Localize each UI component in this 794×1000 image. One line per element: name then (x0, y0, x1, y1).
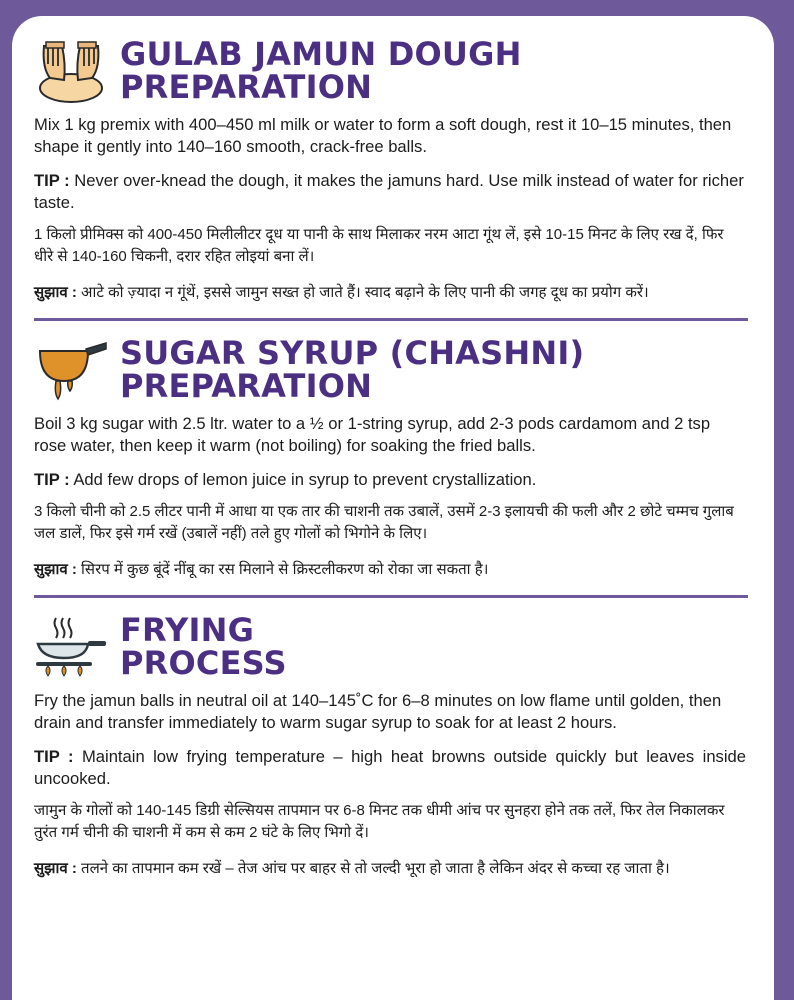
tip-hindi-label: सुझाव : (34, 284, 77, 301)
section-syrup (34, 334, 746, 581)
section-title-line2: PREPARATION (120, 367, 373, 405)
kneading-hands-icon (34, 38, 108, 104)
tip-hindi (34, 559, 746, 581)
tip-english (34, 170, 746, 214)
instruction-hindi: 3 किलो चीनी को 2.5 लीटर पानी में आधा या एक तार की चाशनी तक उबालें, उसमें 2-3 इलायची की फली और 2 छोटे चम्मच गुलाब जल डालें, फिर इसे गर्म रखें (उबालें नहीं) तले हुए गोलों को भिगोने के लिए। (34, 503, 734, 542)
tip-label: TIP : (34, 470, 70, 489)
section-title-line1: SUGAR SYRUP (CHASHNI) (120, 334, 585, 372)
section-dough (34, 35, 746, 304)
tip-hindi-text: आटे को ज़्यादा न गूंथें, इससे जामुन सख्त हो जाते हैं। स्वाद बढ़ाने के लिए पानी की जगह दूध का प्रयोग करें। (81, 284, 649, 301)
section-title (120, 334, 585, 405)
tip-label: TIP : (34, 171, 70, 190)
tip-hindi-label: सुझाव : (34, 860, 77, 877)
tip-text: Maintain low frying temperature – high heat browns outside quickly but leaves inside uncooked. (34, 747, 746, 788)
tip-hindi-text: तलने का तापमान कम रखें – तेज आंच पर बाहर से तो जल्दी भूरा हो जाता है लेकिन अंदर से कच्चा रह जाता है। (81, 860, 670, 877)
section-divider (34, 595, 748, 598)
section-title-line1: GULAB JAMUN DOUGH (120, 35, 522, 73)
instruction-english: Fry the jamun balls in neutral oil at 140–145˚C for 6–8 minutes on low flame until golden, then drain and transfer immediately to warm sugar syrup to soak for at least 2 hours. (34, 691, 722, 732)
recipe-card (12, 16, 774, 1000)
syrup-ladle-icon (34, 337, 108, 403)
instruction-english: Boil 3 kg sugar with 2.5 ltr. water to a ½ or 1-string syrup, add 2-3 pods cardamom and 2 tsp rose water, then keep it warm (not boiling) for soaking the fried balls. (34, 414, 711, 455)
tip-hindi (34, 282, 746, 304)
section-title-line2: PREPARATION (120, 68, 373, 106)
tip-text: Add few drops of lemon juice in syrup to prevent crystallization. (73, 470, 537, 489)
instruction-english: Mix 1 kg premix with 400–450 ml milk or water to form a soft dough, rest it 10–15 minutes, then shape it gently into 140–160 smooth, crack-free balls. (34, 115, 732, 156)
tip-text: Never over-knead the dough, it makes the jamuns hard. Use milk instead of water for richer taste. (34, 171, 744, 212)
tip-hindi-text: सिरप में कुछ बूंदें नींबू का रस मिलाने से क्रिस्टलीकरण को रोका जा सकता है। (81, 561, 489, 578)
tip-english (34, 469, 746, 491)
section-divider (34, 318, 748, 321)
tip-label: TIP : (34, 747, 74, 766)
section-title-line1: FRYING (120, 611, 255, 649)
section-title-line2: PROCESS (120, 644, 287, 682)
tip-hindi-label: सुझाव : (34, 561, 77, 578)
section-title (120, 611, 287, 682)
instruction-hindi: जामुन के गोलों को 140-145 डिग्री सेल्सियस तापमान पर 6-8 मिनट तक धीमी आंच पर सुनहरा होने तक तलें, फिर तेल निकालकर तुरंत गर्म चीनी की चाशनी में कम से कम 2 घंटे के लिए भिगो दें। (34, 802, 725, 841)
tip-english (34, 746, 746, 790)
frying-pan-icon (34, 614, 108, 680)
instruction-hindi: 1 किलो प्रीमिक्स को 400-450 मिलीलीटर दूध या पानी के साथ मिलाकर नरम आटा गूंथ लें, इसे 10-15 मिनट के लिए रख दें, फिर धीरे से 140-160 चिकनी, दरार रहित लोइयां बना लें। (34, 226, 724, 265)
tip-hindi (34, 858, 746, 880)
section-frying (34, 611, 746, 880)
section-title (120, 35, 522, 106)
